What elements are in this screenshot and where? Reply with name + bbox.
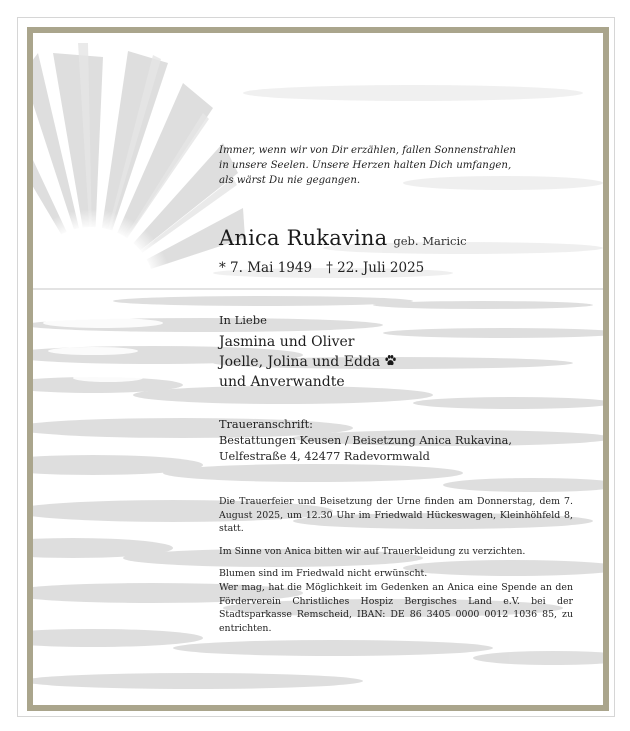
death-date: † 22. Juli 2025 [326,260,425,276]
obituary-content [33,33,603,705]
address-line: Uelfestraße 4, 42477 Radevormwald [219,450,430,463]
motto-line: Immer, wenn wir von Dir erzählen, fallen Sonnenstrahlen [219,145,516,156]
mourner-line: und Anverwandte [219,374,345,390]
clothing-note: Im Sinne von Anica bitten wir auf Trauerkleidung zu verzichten. [219,545,526,557]
address-line: Bestattungen Keusen / Beisetzung Anica Rukavina, [219,434,512,447]
obituary-frame [27,27,609,711]
paw-icon [384,354,397,367]
mourner-line-with-paw [219,352,397,372]
motto-line: als wärst Du nie gegangen. [219,175,361,186]
birth-name: geb. Maricic [393,234,467,248]
donation-note: Wer mag, hat die Möglichkeit im Gedenken an Anica eine Spende an den Förderverein Christliches Hospiz Bergisches Land e.V. bei der Stadtsparkasse Remscheid, IBAN: DE 86 3405 0000 0012 1036 85, zu entrichten. [219,581,573,634]
mourners-list [219,332,397,392]
funeral-notes [219,495,573,644]
flowers-note: Blumen sind im Friedwald nicht erwünscht. [219,568,428,580]
deceased-name-line [219,226,467,250]
ceremony-note: Die Trauerfeier und Beisetzung der Urne finden am Donnerstag, dem 7. August 2025, um 12.30 Uhr im Friedwald Hückeswagen, Kleinhöhfeld 8, statt. [219,496,573,535]
birth-date: * 7. Mai 1949 [219,260,313,276]
deceased-name: Anica Rukavina [219,226,388,250]
address-label: Traueranschrift: [219,418,313,431]
donation-block [219,567,573,635]
mourner-line: Joelle, Jolina und Edda [219,354,381,370]
mourner-line: Jasmina und Oliver [219,334,355,350]
condolence-address [219,417,512,465]
motto-line: in unsere Seelen. Unsere Herzen halten Dich umfangen, [219,160,512,171]
motto-verse [219,143,579,188]
mourners-intro: In Liebe [219,313,267,327]
life-dates [219,260,424,276]
